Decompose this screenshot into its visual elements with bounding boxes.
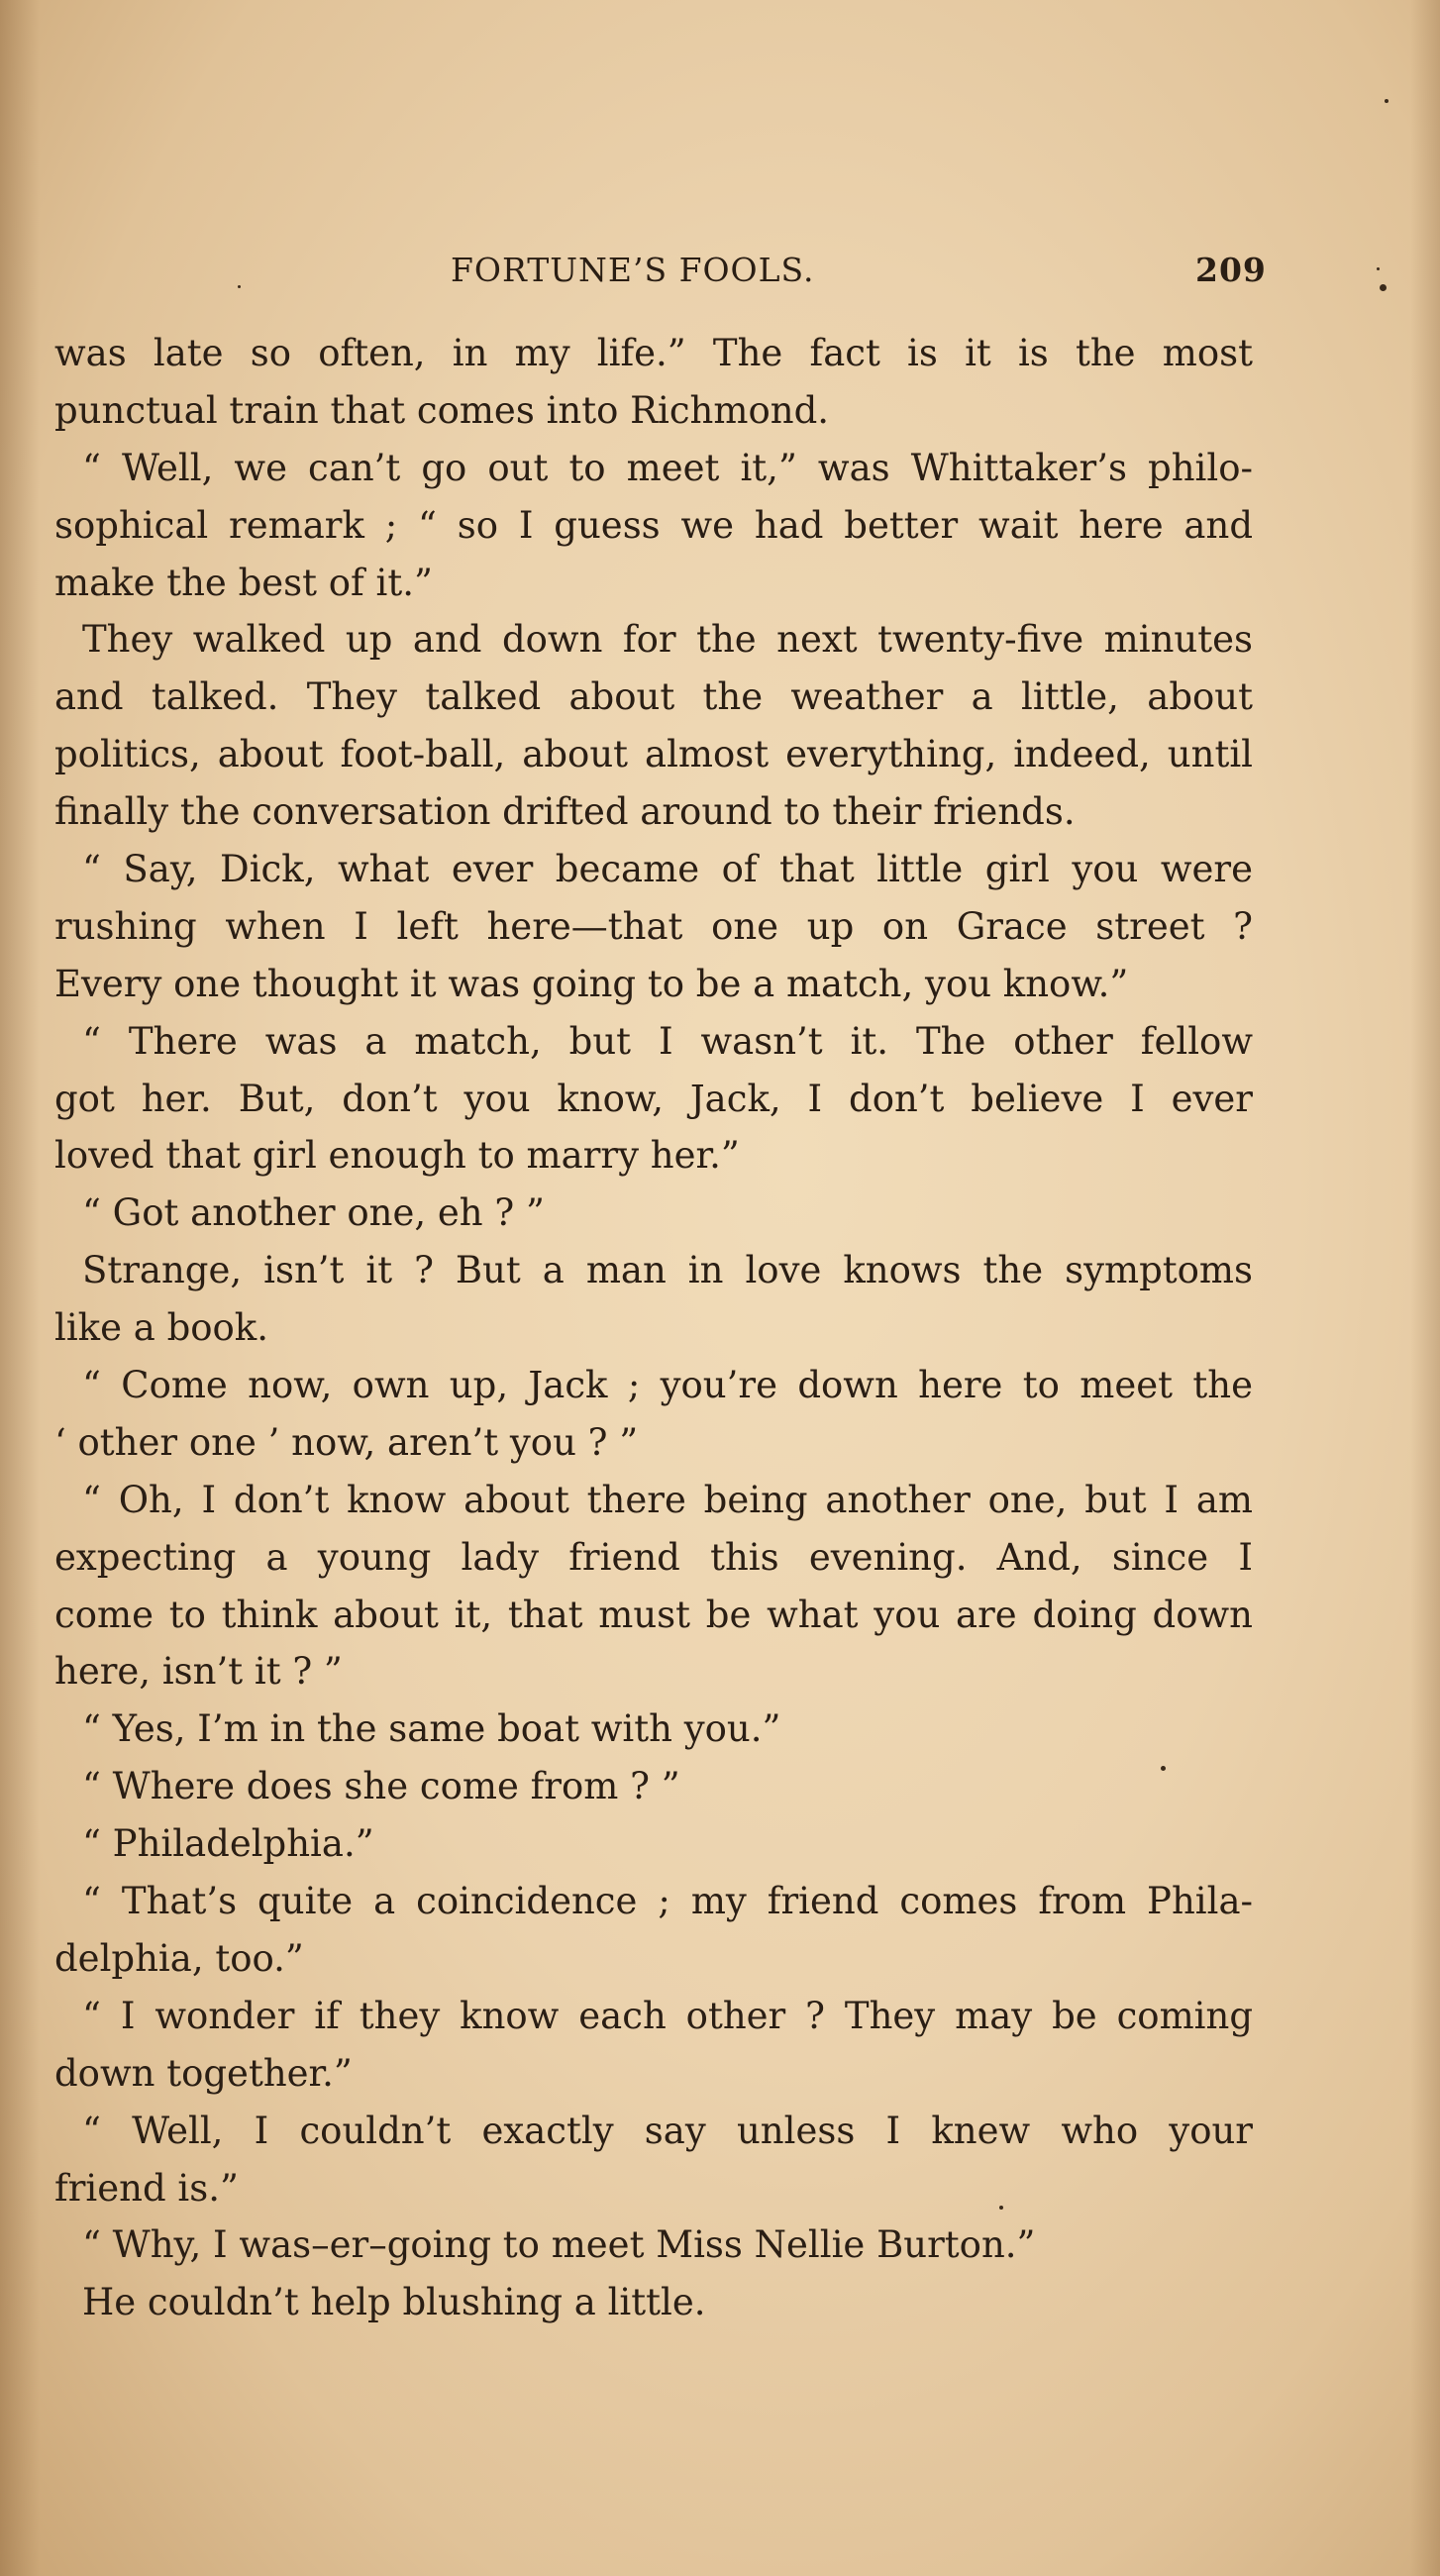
text-line: “ Say, Dick, what ever became of that little girl you were	[82, 848, 1253, 891]
text-line: “ Well, I couldn’t exactly say unless I knew who your	[82, 2109, 1253, 2152]
text-line: “ I wonder if they know each other ? They may be coming	[82, 1994, 1253, 2037]
text-line: was late so often, in my life.” The fact is it is the most	[54, 332, 1253, 374]
page-number: 209	[1195, 251, 1267, 289]
text-line: “ Philadelphia.”	[82, 1822, 374, 1866]
paper-speck	[1377, 267, 1380, 270]
text-line: “ Why, I was–er–going to meet Miss Nellie Burton.”	[82, 2223, 1036, 2267]
text-line: sophical remark ; “ so I guess we had better wait here and	[54, 503, 1253, 547]
paper-speck	[999, 2206, 1003, 2210]
text-line: make the best of it.”	[54, 561, 433, 604]
text-line: and talked. They talked about the weather a little, about	[54, 675, 1253, 719]
text-line: finally the conversation drifted around to their friends.	[54, 790, 1076, 834]
text-line: loved that girl enough to marry her.”	[54, 1134, 740, 1178]
text-line: “ Got another one, eh ? ”	[82, 1191, 545, 1235]
body-text	[54, 325, 1253, 2331]
text-line: got her. But, don’t you know, Jack, I don’t believe I ever	[54, 1077, 1253, 1120]
text-line: He couldn’t help blushing a little.	[82, 2281, 706, 2324]
text-line: “ Yes, I’m in the same boat with you.”	[82, 1707, 781, 1751]
text-line: “ Come now, own up, Jack ; you’re down here to meet the	[82, 1364, 1253, 1407]
text-line: delphia, too.”	[54, 1936, 304, 1980]
text-line: “ There was a match, but I wasn’t it. The other fellow	[82, 1019, 1253, 1063]
text-line: come to think about it, that must be what you are doing down	[54, 1593, 1253, 1636]
text-line: “ Well, we can’t go out to meet it,” was Whittaker’s philo-	[82, 446, 1253, 489]
text-line: They walked up and down for the next twenty-five minutes	[82, 618, 1253, 662]
text-line: Every one thought it was going to be a match, you know.”	[54, 962, 1129, 1005]
text-line: like a book.	[54, 1306, 268, 1350]
text-line: friend is.”	[54, 2166, 239, 2210]
text-line: expecting a young lady friend this evening. And, since I	[54, 1535, 1253, 1579]
paper-speck	[238, 285, 241, 288]
paper-speck	[1380, 284, 1387, 291]
running-head: FORTUNE’S FOOLS.	[451, 251, 815, 289]
text-line: rushing when I left here—that one up on Grace street ?	[54, 904, 1253, 948]
text-line: Strange, isn’t it ? But a man in love knows the symptoms	[82, 1249, 1253, 1292]
text-line: ‘ other one ’ now, aren’t you ? ”	[54, 1420, 639, 1464]
paper-speck	[1161, 1766, 1166, 1771]
text-line: politics, about foot-ball, about almost everything, indeed, until	[54, 733, 1253, 776]
paper-speck	[1385, 99, 1389, 103]
text-line: “ That’s quite a coincidence ; my friend comes from Phila-	[82, 1880, 1253, 1923]
text-line: “ Oh, I don’t know about there being another one, but I am	[82, 1478, 1253, 1521]
text-line: down together.”	[54, 2051, 353, 2095]
text-line: “ Where does she come from ? ”	[82, 1765, 680, 1808]
text-line: punctual train that comes into Richmond.	[54, 388, 830, 432]
text-line: here, isn’t it ? ”	[54, 1650, 343, 1694]
page-header	[0, 251, 1440, 300]
